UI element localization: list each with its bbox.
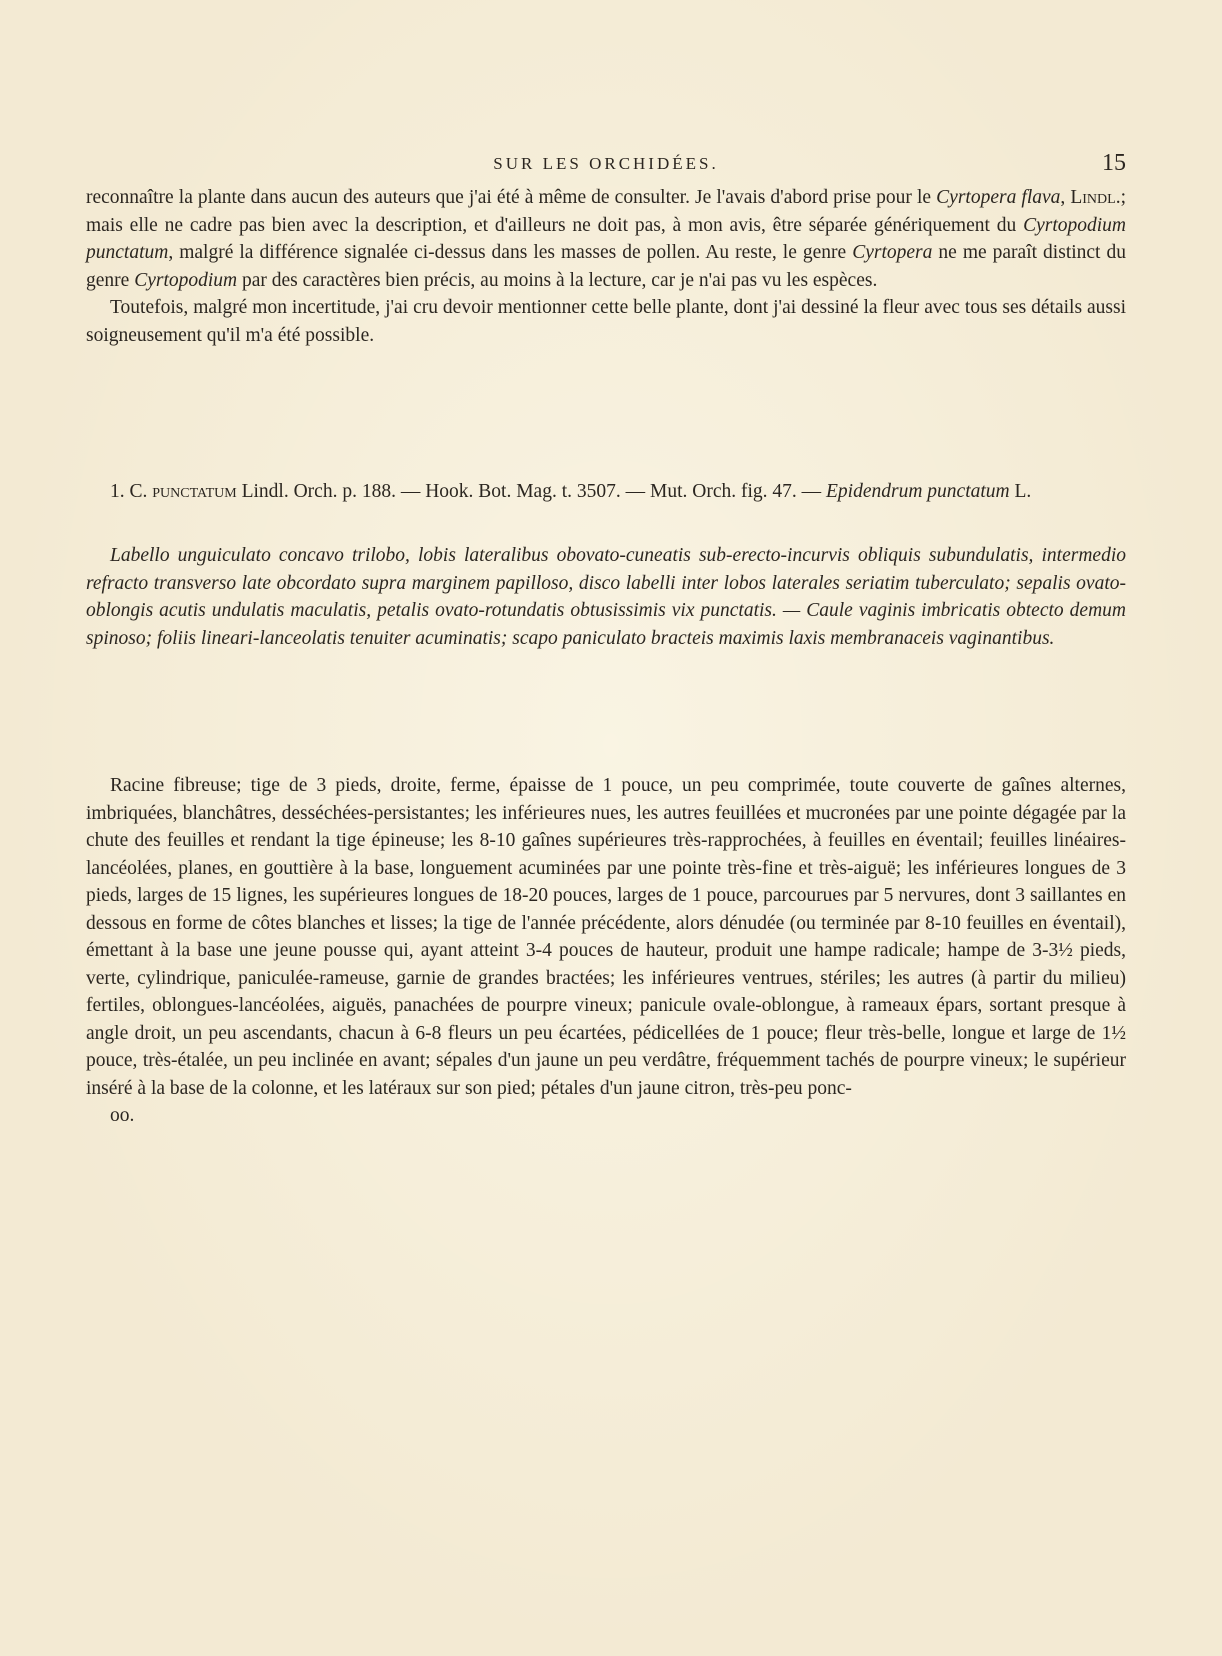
description-text: Racine fibreuse; tige de 3 pieds, droite, ferme, épaisse de 1 pouce, un peu comprimée, toute couverte de gaînes alternes, imbriquées, blanchâtres, desséchées-persistantes; les inférieures nues, les autres feuillées et mucronées par une pointe dégagée par la chute des feuilles et rendant la tige épineuse; les 8-10 gaînes supérieures très-rapprochées, à feuilles en éventail; feuilles linéaires-lancéolées, planes, en gouttière à la base, longuement acuminées par une pointe très-fine et très-aiguë; les inférieures longues de 3 pieds, larges de 15 lignes, les supérieures longues de 18-20 pouces, larges de 1 pouce, parcourues par 5 nervures, dont 3 saillantes en dessous en forme de côtes blanches et lisses; la tige de l'année précédente, alors dénudée (ou terminée par 8-10 feuilles en éventail), émettant à la base une jeune pousse qui, ayant atteint 3-4 pouces de hauteur, produit une hampe radicale; hampe de 3-3½ pieds, verte, cylindrique, paniculée-rameuse, garnie de grandes bractées; les inférieures ventrues, stériles; les autres (à partir du milieu) fertiles, oblongues-lancéolées, aiguës, panachées de pourpre vineux; panicule ovale-oblongue, à rameaux épars, sortant presque à angle droit, un peu ascendants, chacun à 6-8 fleurs un peu écartées, pédicellées de 1 pouce; fleur très-belle, longue et large de 1½ pouce, très-étalée, un peu inclinée en avant; sépales d'un jaune un peu verdâtre, fréquemment tachés de pourpre vineux; le supérieur inséré à la base de la colonne, et les latéraux sur son pied; pétales d'un jaune citron, très-peu ponc- <box>86 775 1126 1099</box>
page-header <box>86 150 1126 180</box>
latin-diagnosis <box>86 542 1126 652</box>
diagnosis-text: Labello unguiculato concavo trilobo, lobis lateralibus obovato-cuneatis sub-erecto-incurvis obliquis subundulatis, intermedio refracto transverso late obcordato supra marginem papilloso, disco labelli inter lobos laterales seriatim tuberculato; sepalis ovato-oblongis acutis undulatis maculatis, petalis ovato-rotundatis obtusissimis vix punctatis. — Caule vaginis imbricatis obtecto demum spinoso; foliis lineari-lanceolatis tenuiter acuminatis; scapo paniculato bracteis maximis laxis membranaceis vaginantibus. <box>86 545 1126 649</box>
paragraph-toutefois: Toutefois, malgré mon incertitude, j'ai cru devoir mentionner cette belle plante, dont j'ai dessiné la fleur avec tous ses détails aussi soigneusement qu'il m'a été possible. <box>86 297 1126 346</box>
species-heading <box>86 478 1126 506</box>
species-citation: 1. C. punctatum Lindl. Orch. p. 188. — Hook. Bot. Mag. t. 3507. — Mut. Orch. fig. 47. — Epidendrum punctatum L. <box>110 481 1032 502</box>
running-title: SUR LES ORCHIDÉES. <box>493 154 719 173</box>
french-description <box>86 772 1126 1130</box>
page-number: 15 <box>1102 150 1126 176</box>
catchword: oo. <box>110 1105 135 1126</box>
paragraph-intro: reconnaître la plante dans aucun des auteurs que j'ai été à même de consulter. Je l'avais d'abord prise pour le Cyrtopera flava, Lindl.; mais elle ne cadre pas bien avec la description, et d'ailleurs ne doit pas, à mon avis, être séparée génériquement du Cyrtopodium punctatum, malgré la différence signalée ci-dessus dans les masses de pollen. Au reste, le genre Cyrtopera ne me paraît distinct du genre Cyrtopodium par des caractères bien précis, au moins à la lecture, car je n'ai pas vu les espèces. <box>86 187 1127 291</box>
intro-section <box>86 184 1126 349</box>
